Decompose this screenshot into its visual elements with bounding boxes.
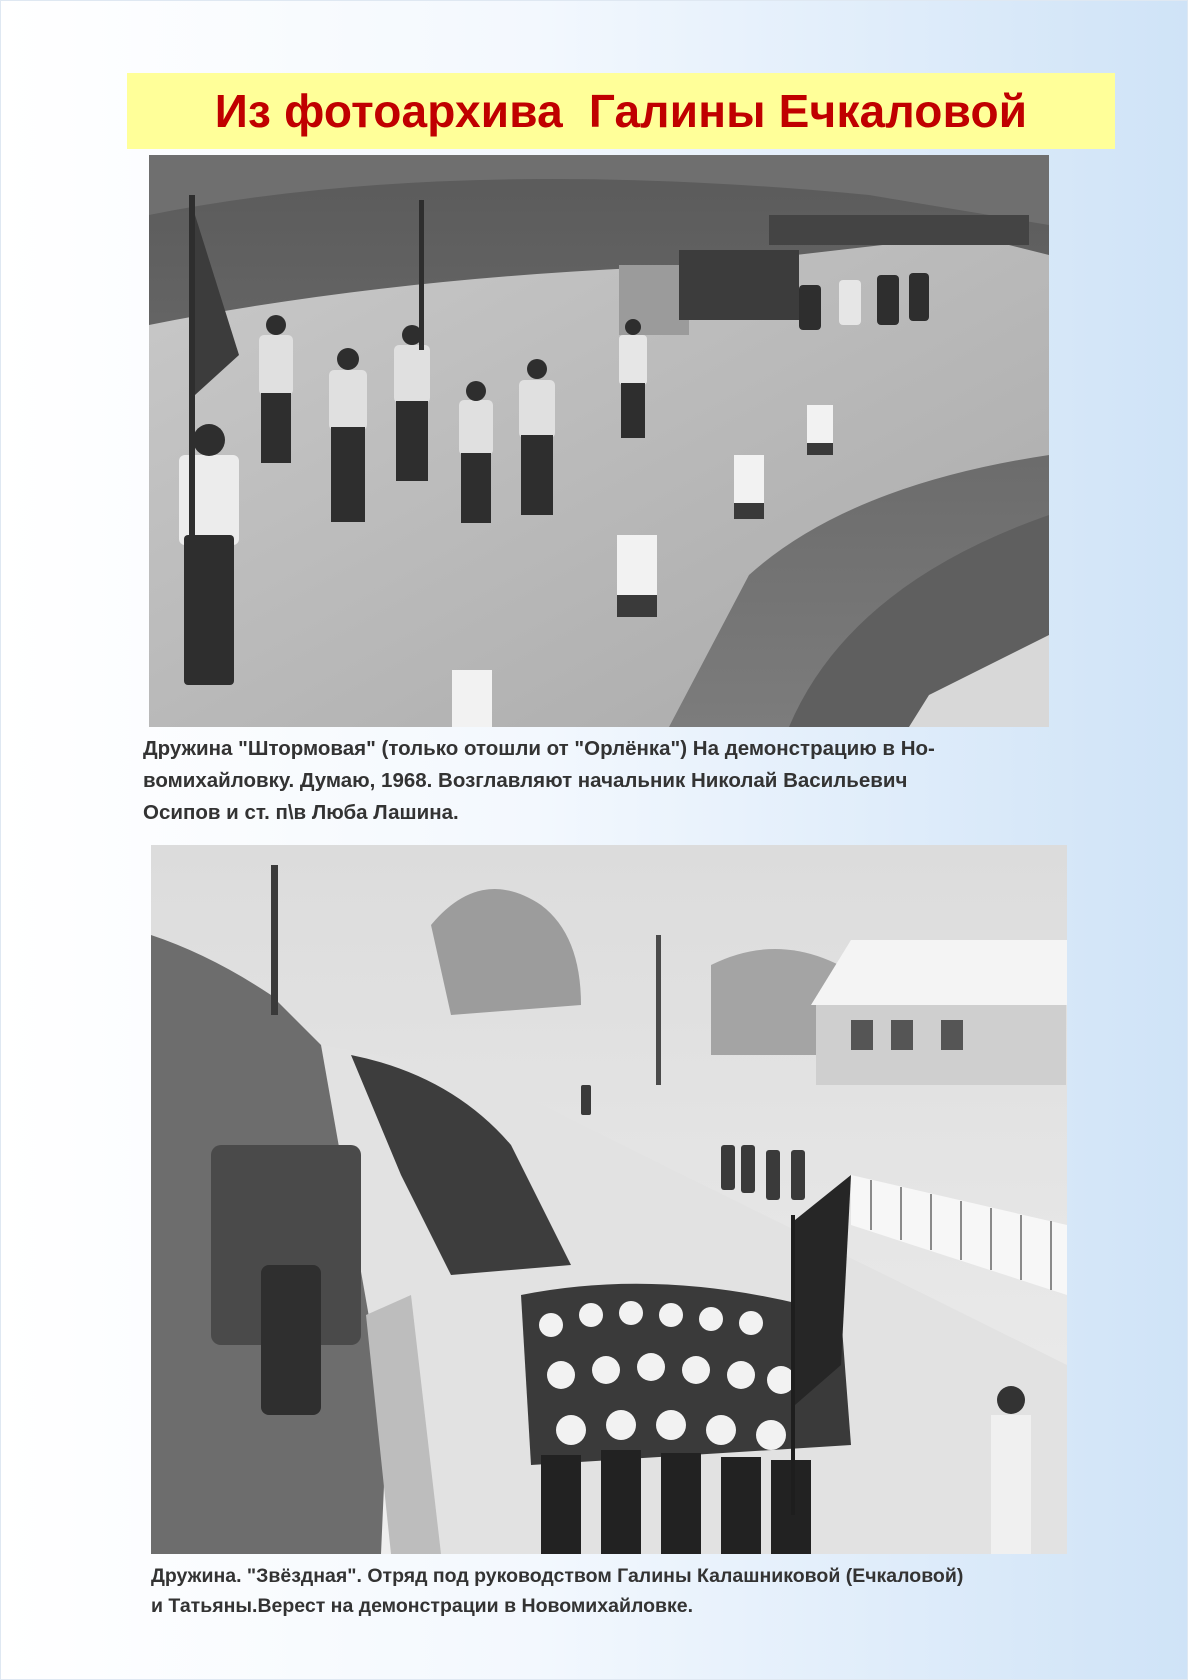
- parade-photo-1: [149, 155, 1049, 727]
- page-title: Из фотоархива Галины Ечкаловой: [214, 85, 1028, 137]
- photo-2-caption: [151, 1561, 963, 1621]
- photo-1-caption-line: Дружина "Штормовая" (только отошли от "Орлёнка") На демонстрацию в Но-: [143, 737, 935, 760]
- parade-photo-2-image: [151, 845, 1067, 1554]
- photo-1-caption-line: Осипов и ст. п\в Люба Лашина.: [143, 801, 459, 824]
- photo-2-caption-line: и Татьяны.Верест на демонстрации в Новомихайловке.: [151, 1595, 694, 1617]
- photo-1-caption: [143, 733, 935, 829]
- parade-photo-1-image: [149, 155, 1049, 727]
- title-banner: [127, 73, 1115, 149]
- photo-2-caption-line: Дружина. "Звёздная". Отряд под руководством Галины Калашниковой (Ечкаловой): [151, 1565, 964, 1587]
- parade-photo-2: [151, 845, 1067, 1554]
- photo-1-caption-line: вомихайловку. Думаю, 1968. Возглавляют начальник Николай Васильевич: [143, 769, 908, 792]
